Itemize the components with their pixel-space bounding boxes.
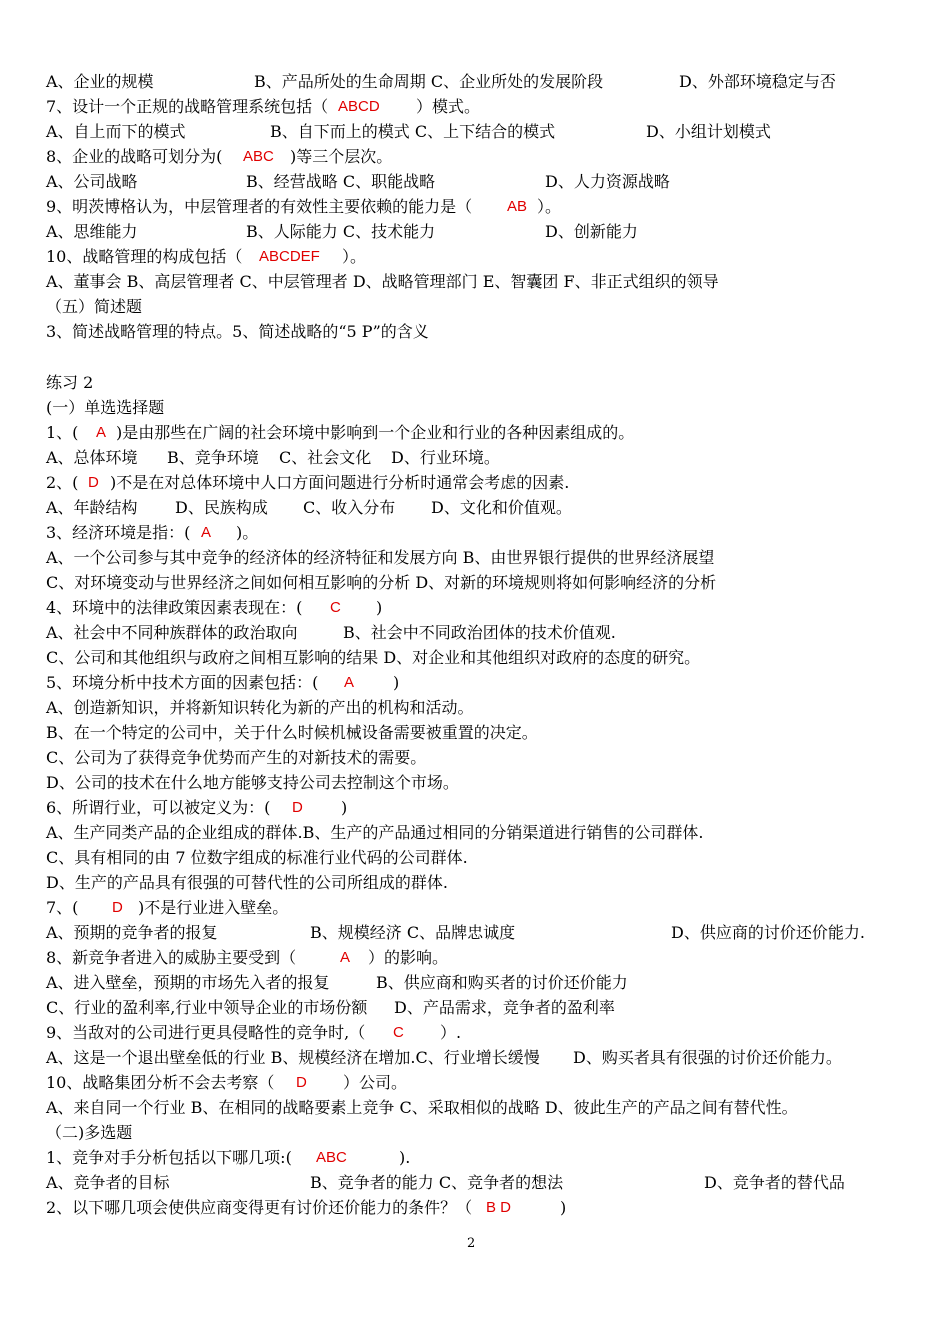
question-text: 2、( [46, 473, 79, 492]
question-text: 9、当敌对的公司进行更具侵略性的竞争时,（ [46, 1023, 366, 1042]
option-text: A、总体环境 [46, 448, 138, 467]
option-text: B、规模经济 C、品牌忠诚度 [310, 923, 516, 942]
question-text: ) [341, 798, 348, 817]
question-text: ）公司。 [343, 1073, 408, 1092]
option-text: A、自上而下的模式 [46, 122, 186, 141]
question-text: 4、环境中的法律政策因素表现在：( [46, 598, 303, 617]
option-text: A、年龄结构 [46, 498, 138, 517]
question-text: 8、企业的战略可划分为( [46, 147, 223, 166]
answer-text: C [330, 599, 341, 616]
option-text: B、经营战略 C、职能战略 [246, 172, 436, 191]
answer-text: A [344, 674, 355, 691]
option-text: A、生产同类产品的企业组成的群体.B、生产的产品通过相同的分销渠道进行销售的公司群体. [46, 823, 704, 842]
option-text: B、产品所处的生命周期 C、企业所处的发展阶段 [254, 72, 604, 91]
answer-text: A [201, 524, 212, 541]
option-text: B、社会中不同政治团体的技术价值观. [343, 623, 616, 642]
option-text: D、外部环境稳定与否 [679, 72, 836, 91]
option-text: A、思维能力 [46, 222, 138, 241]
question-text: 2、以下哪几项会使供应商变得更有讨价还价能力的条件？（ [46, 1198, 473, 1217]
option-text: D、人力资源战略 [545, 172, 670, 191]
answer-text: A [96, 424, 107, 441]
question-text: 10、战略管理的构成包括（ [46, 247, 243, 266]
option-text: A、这是一个退出壁垒低的行业 B、规模经济在增加.C、行业增长缓慢 [46, 1048, 540, 1067]
answer-text: ABC [316, 1149, 347, 1166]
question-text: 3、经济环境是指：( [46, 523, 191, 542]
option-text: B、竞争者的能力 C、竞争者的想法 [310, 1173, 564, 1192]
question-text: ）模式。 [416, 97, 481, 116]
question-text: )是由那些在广阔的社会环境中影响到一个企业和行业的各种因素组成的。 [116, 423, 635, 442]
question-text: )不是行业进入壁垒。 [138, 898, 289, 917]
option-text: D、小组计划模式 [646, 122, 771, 141]
question-text: 3、简述战略管理的特点。5、简述战略的“5 P”的含义 [46, 322, 429, 341]
option-text: D、行业环境。 [391, 448, 500, 467]
option-text: B、竞争环境 [167, 448, 259, 467]
question-text: 6、所谓行业，可以被定义为：( [46, 798, 271, 817]
heading-text: (一）单选选择题 [46, 398, 165, 417]
question-text: )。 [236, 523, 259, 542]
answer-text: D [296, 1074, 307, 1091]
option-text: D、文化和价值观。 [431, 498, 572, 517]
question-text: ) [393, 673, 400, 692]
question-text: )等三个层次。 [290, 147, 393, 166]
option-text: D、创新能力 [545, 222, 638, 241]
question-text: 8、新竞争者进入的威胁主要受到（ [46, 948, 297, 967]
option-text: B、在一个特定的公司中，关于什么时候机械设备需要被重置的决定。 [46, 723, 538, 742]
option-text: B、自下而上的模式 C、上下结合的模式 [270, 122, 556, 141]
option-text: A、预期的竞争者的报复 [46, 923, 218, 942]
answer-text: ABCD [338, 98, 380, 115]
question-text: 1、竞争对手分析包括以下哪几项:( [46, 1148, 292, 1167]
heading-text: 练习 2 [46, 373, 94, 392]
option-text: C、具有相同的由 7 位数字组成的标准行业代码的公司群体. [46, 848, 468, 867]
option-text: C、行业的盈利率,行业中领导企业的市场份额 [46, 998, 368, 1017]
option-text: A、董事会 B、高层管理者 C、中层管理者 D、战略管理部门 E、智囊团 F、非正式组织的领导 [46, 272, 719, 291]
option-text: A、公司战略 [46, 172, 138, 191]
option-text: A、竞争者的目标 [46, 1173, 170, 1192]
question-text: )不是在对总体环境中人口方面问题进行分析时通常会考虑的因素. [110, 473, 570, 492]
option-text: A、社会中不同种族群体的政治取向 [46, 623, 298, 642]
option-text: D、竞争者的替代品 [704, 1173, 845, 1192]
option-text: C、社会文化 [279, 448, 372, 467]
answer-text: D [112, 899, 123, 916]
question-text: 7、( [46, 898, 79, 917]
answer-text: C [393, 1024, 404, 1041]
heading-text: （二)多选题 [46, 1123, 133, 1142]
question-text: 7、设计一个正规的战略管理系统包括（ [46, 97, 329, 116]
option-text: D、生产的产品具有很强的可替代性的公司所组成的群体. [46, 873, 448, 892]
option-text: D、产品需求，竞争者的盈利率 [394, 998, 615, 1017]
option-text: C、公司和其他组织与政府之间相互影响的结果 D、对企业和其他组织对政府的态度的研究。 [46, 648, 701, 667]
question-text: 10、战略集团分析不会去考察（ [46, 1073, 275, 1092]
question-text: ）的影响。 [368, 948, 449, 967]
question-text: 1、( [46, 423, 79, 442]
answer-text: ABCDEF [259, 248, 320, 265]
option-text: C、公司为了获得竞争优势而产生的对新技术的需要。 [46, 748, 427, 767]
option-text: A、进入壁垒，预期的市场先入者的报复 [46, 973, 330, 992]
option-text: C、对环境变动与世界经济之间如何相互影响的分析 D、对新的环境规则将如何影响经济的分析 [46, 573, 717, 592]
option-text: D、民族构成 [175, 498, 268, 517]
option-text: A、创造新知识，并将新知识转化为新的产出的机构和活动。 [46, 698, 474, 717]
option-text: B、供应商和购买者的讨价还价能力 [376, 973, 628, 992]
option-text: D、供应商的讨价还价能力. [671, 923, 865, 942]
question-text: 5、环境分析中技术方面的因素包括：( [46, 673, 319, 692]
option-text: A、一个公司参与其中竞争的经济体的经济特征和发展方向 B、由世界银行提供的世界经济展望 [46, 548, 715, 567]
answer-text: B D [486, 1199, 512, 1216]
option-text: D、公司的技术在什么地方能够支持公司去控制这个市场。 [46, 773, 459, 792]
heading-text: （五）简述题 [46, 297, 143, 316]
option-text: A、来自同一个行业 B、在相同的战略要素上竞争 C、采取相似的战略 D、彼此生产的产品之间有替代性。 [46, 1098, 798, 1117]
question-text: 9、明茨博格认为，中层管理者的有效性主要依赖的能力是（ [46, 197, 473, 216]
question-text: ). [399, 1148, 411, 1167]
answer-text: A [340, 949, 351, 966]
question-text: ) [376, 598, 383, 617]
option-text: C、收入分布 [303, 498, 396, 517]
answer-text: AB [507, 198, 528, 215]
answer-text: D [292, 799, 303, 816]
answer-text: ABC [243, 148, 274, 165]
question-text: ）。 [537, 197, 562, 216]
option-text: A、企业的规模 [46, 72, 154, 91]
option-text: D、购买者具有很强的讨价还价能力。 [573, 1048, 842, 1067]
question-text: ）。 [342, 247, 367, 266]
answer-text: D [88, 474, 99, 491]
question-text: ）. [440, 1023, 462, 1042]
question-text: ) [560, 1198, 567, 1217]
option-text: B、人际能力 C、技术能力 [246, 222, 436, 241]
page-number: 2 [467, 1236, 476, 1251]
